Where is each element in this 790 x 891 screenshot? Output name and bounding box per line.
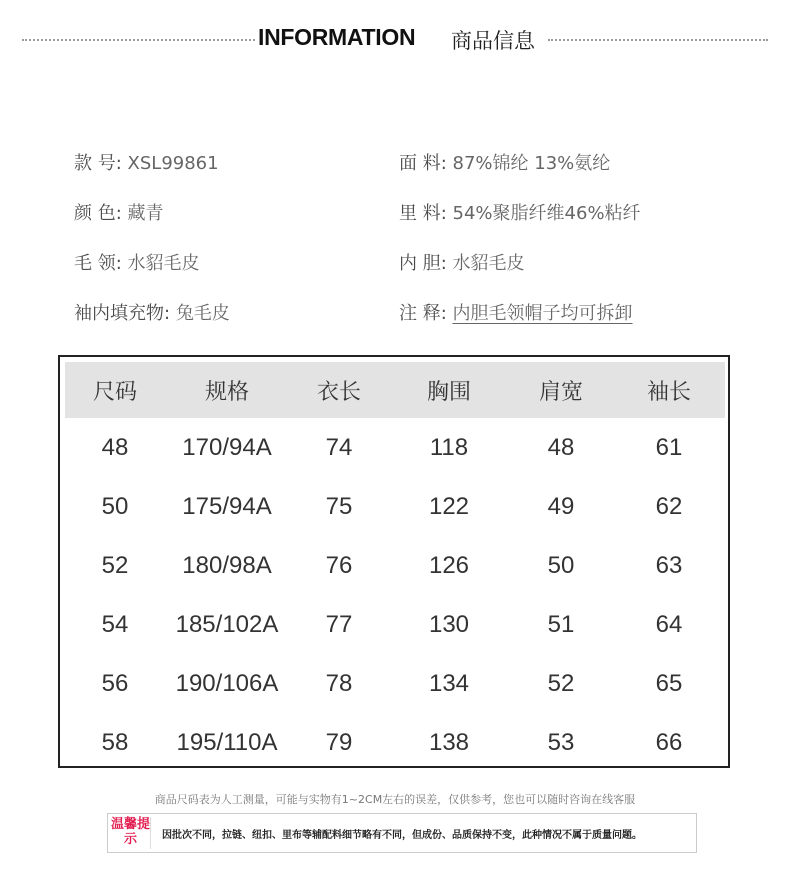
column-header-length: 衣长 [289,362,389,418]
table-cell: 50 [547,551,575,579]
info-value: 54%聚脂纤维46%粘纤 [452,203,641,224]
table-cell: 175/94A [182,492,272,520]
table-cell: 138 [428,728,470,756]
info-value: 内胆毛领帽子均可拆卸 [452,303,633,324]
table-cell: 48 [101,433,129,461]
table-cell: 61 [655,433,683,461]
product-info [0,0,790,340]
info-label: 注 释: [399,303,447,324]
size-chart [58,355,730,768]
measurement-disclaimer: 商品尺码表为人工测量，可能与实物有1~2CM左右的误差，仅供参考，您也可以随时咨询在线客服 [154,793,636,806]
table-row [65,595,725,654]
table-cell: 63 [655,551,683,579]
column-header-sleeve: 袖长 [613,362,725,418]
section-title: INFORMATION [258,24,416,50]
warm-tip-text: 因批次不同，拉链、纽扣、里布等辅配料细节略有不同，但成份、品质保持不变，此种情况不属于质量问题。 [162,830,642,841]
table-cell: 78 [325,669,353,697]
table-cell: 48 [547,433,575,461]
info-item-fur-collar [74,249,200,275]
table-cell: 56 [101,669,129,697]
table-cell: 122 [428,492,470,520]
table-cell: 118 [429,433,469,461]
warm-tip-badge: 温馨提示 [111,817,151,847]
table-cell: 52 [101,551,129,579]
info-value: 水貂毛皮 [452,253,525,274]
info-label: 款 号: [74,153,122,174]
table-header-row [65,362,725,418]
info-value: 兔毛皮 [175,303,230,324]
info-value: XSL99861 [127,153,219,174]
table-cell: 77 [325,610,353,638]
table-row [65,536,725,595]
info-item-sleeve-filling [74,299,230,325]
table-cell: 195/110A [176,728,278,756]
info-label: 颜 色: [74,203,122,224]
info-value: 水貂毛皮 [127,253,200,274]
info-item-style-no [74,149,219,175]
info-value: 藏青 [127,203,164,224]
table-cell: 190/106A [175,669,279,697]
table-cell: 76 [325,551,353,579]
section-subtitle: 商品信息 [451,29,535,53]
table-row [65,713,725,772]
table-cell: 75 [325,492,353,520]
table-cell: 58 [101,728,129,756]
table-cell: 79 [325,728,353,756]
info-item-note [399,299,633,325]
column-header-shoulder: 肩宽 [509,362,613,418]
table-cell: 126 [428,551,470,579]
table-cell: 50 [101,492,129,520]
table-cell: 64 [655,610,683,638]
info-label: 毛 领: [74,253,122,274]
table-cell: 66 [655,728,683,756]
table-cell: 49 [547,492,575,520]
info-item-color [74,199,164,225]
warm-tip-box [107,813,697,853]
table-cell: 130 [428,610,470,638]
table-cell: 52 [547,669,575,697]
table-cell: 180/98A [182,551,272,579]
info-item-fabric [399,149,610,175]
column-header-spec: 规格 [165,362,289,418]
info-item-inner [399,249,525,275]
table-cell: 53 [547,728,575,756]
info-label: 内 胆: [399,253,447,274]
table-cell: 134 [428,669,470,697]
table-cell: 51 [547,610,575,638]
table-cell: 65 [655,669,683,697]
info-label: 里 料: [399,203,447,224]
table-cell: 62 [655,492,683,520]
info-value: 87%锦纶 13%氨纶 [452,153,611,174]
info-label: 袖内填充物: [74,303,171,324]
table-cell: 185/102A [175,610,279,638]
table-row [65,418,725,477]
table-row [65,477,725,536]
column-header-chest: 胸围 [389,362,509,418]
table-row [65,654,725,713]
table-cell: 54 [101,610,129,638]
column-header-size: 尺码 [65,362,165,418]
info-label: 面 料: [399,153,447,174]
table-cell: 170/94A [182,433,272,461]
table-cell: 74 [325,433,353,461]
info-item-lining [399,199,641,225]
size-table [65,362,725,772]
